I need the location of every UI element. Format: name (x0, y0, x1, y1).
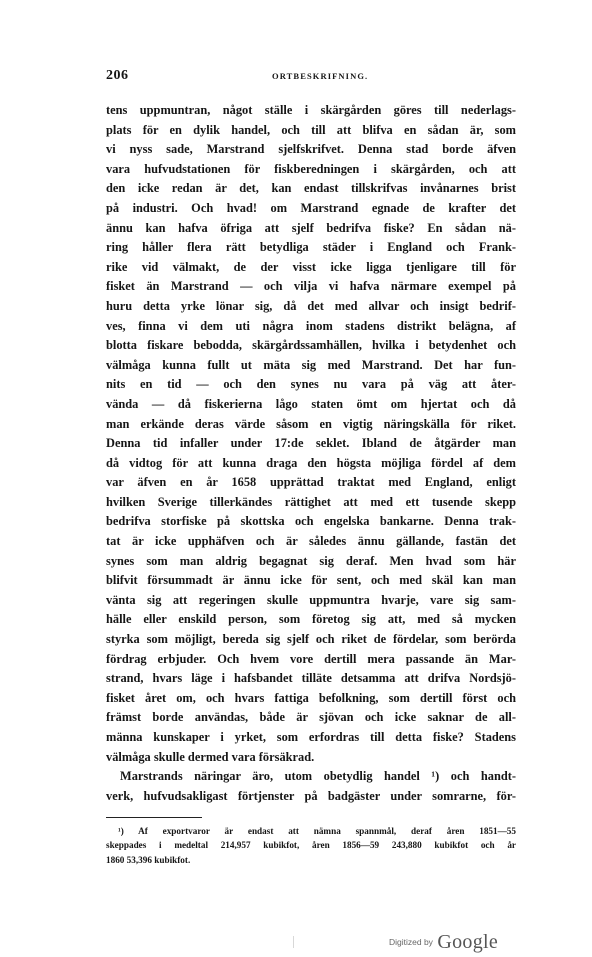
text-line: då vidtog för att kunna draga den högsta möjliga fördel af dem (106, 455, 516, 470)
text-line: fisket året om, och hvars fattiga befolkning, som dertill först och (106, 690, 516, 705)
footnote (106, 824, 516, 867)
scan-artifact (293, 936, 294, 948)
text-line: huru detta yrke lönar sig, då det med allvar och insigt bedrif- (106, 298, 516, 313)
text-line: hvilken Sverige tillerkändes rättighet att med ett tusende skepp (106, 494, 516, 509)
text-line: männa kunskaper i yrket, som erfordras till detta fiske? Stadens (106, 730, 516, 744)
page-number: 206 (106, 68, 129, 83)
footnote-line: ¹) Af exportvaror är endast att nämna spannmål, deraf åren 1851—55 (118, 826, 516, 836)
text-line: synes som man aldrig begagnat sig deraf. Men hvad som här (106, 553, 516, 568)
page-header (106, 68, 510, 88)
google-logo-text: Google (437, 931, 499, 953)
text-line: tens uppmuntran, något ställe i skärgården göres till nederlags- (106, 103, 516, 117)
text-line: på industri. Och hvad! om Marstrand egnade de krafter det (106, 200, 516, 215)
text-line: vänta sig att regeringen skulle uppmuntra hvarje, vare sig sam- (106, 592, 516, 607)
text-line: ves, finna vi dem uti några inom stadens distrikt belägna, af (106, 318, 516, 333)
body-text (106, 101, 516, 806)
text-line: vända — då fiskerierna lågo staten ömt om hjertat och då (106, 396, 516, 411)
text-line: strand, hvars läge i hafsbandet tilläte detsamma att drifva Nordsjö- (106, 671, 516, 686)
text-line: man erkände deras värde såsom en vigtig näringskälla för riket. (106, 416, 516, 431)
footnote-line: skeppades i medeltal 214,957 kubikfot, åren 1856—59 243,880 kubikfot och år (106, 840, 516, 851)
text-line: ring håller flera rätt betydliga städer i England och Frank- (106, 240, 516, 255)
text-line: var äfven en år 1658 upprättad traktat med England, enligt (106, 475, 516, 490)
text-line: främst borde användas, både är sjövan och icke saknar de all- (106, 710, 516, 725)
text-line: blotta fiskare bebodda, skärgårdssamhällen, hvilka i betydenhet och (106, 338, 516, 353)
text-line: välmåga skulle dermed vara försäkrad. (106, 749, 315, 764)
text-line: verk, hufvudsakligast förtjenster på badgäster under somrarne, för- (106, 788, 516, 803)
text-line: rike vid välmakt, de der visst icke ligga tjenligare till för (106, 259, 516, 274)
text-line: plats för en dylik handel, och till att blifva en sådan är, som (106, 122, 516, 137)
footnote-rule (106, 817, 202, 818)
text-line: bedrifva storfiske på skottska och engelska bankarne. Denna trak- (106, 514, 516, 529)
text-line: välmåga kunna fullt ut mäta sig med Marstrand. Det har fun- (106, 357, 516, 372)
text-line: den icke redan är det, kan endast tillskrifvas invånarnes brist (106, 181, 516, 196)
text-line: hälle eller enskild person, som företog sig att, med så mycken (106, 612, 516, 627)
text-line: nits en tid — och den synes nu vara på väg att åter- (106, 377, 516, 392)
text-line: blifvit försummadt är ännu icke för sent, och med skäl kan man (106, 573, 516, 588)
text-line: Marstrands näringar äro, utom obetydlig handel ¹) och handt- (120, 769, 516, 784)
text-line: Denna tid infaller under 17:de seklet. Ibland de åtgärder man (106, 436, 516, 451)
digitized-by-google-watermark (389, 931, 498, 957)
text-line: fördrag erbjuder. Och hvem vore dertill mera passande än Mar- (106, 651, 516, 666)
text-line: ännu kan hafva öfriga att sjelf bedrifva fiske? En sådan nä- (106, 220, 516, 235)
text-line: tat är icke upphäfven och är således ännu gällande, fastän det (106, 534, 516, 549)
text-line: vara hufvudstationen för fiskberedningen i skärgården, och att (106, 161, 516, 176)
digitized-by-label: Digitized by (389, 937, 433, 947)
text-line: fisket än Marstrand — och vilja vi hafva närmare exempel på (106, 279, 516, 294)
text-line: vi nyss sade, Marstrand sjelfskrifvet. Denna stad borde äfven (106, 142, 516, 157)
footnote-line: 1860 53,396 kubikfot. (106, 854, 191, 865)
text-line: styrka som möjligt, bereda sig sjelf och riket de fördelar, som berörda (106, 632, 516, 647)
running-title: ORTBESKRIFNING. (272, 71, 369, 81)
